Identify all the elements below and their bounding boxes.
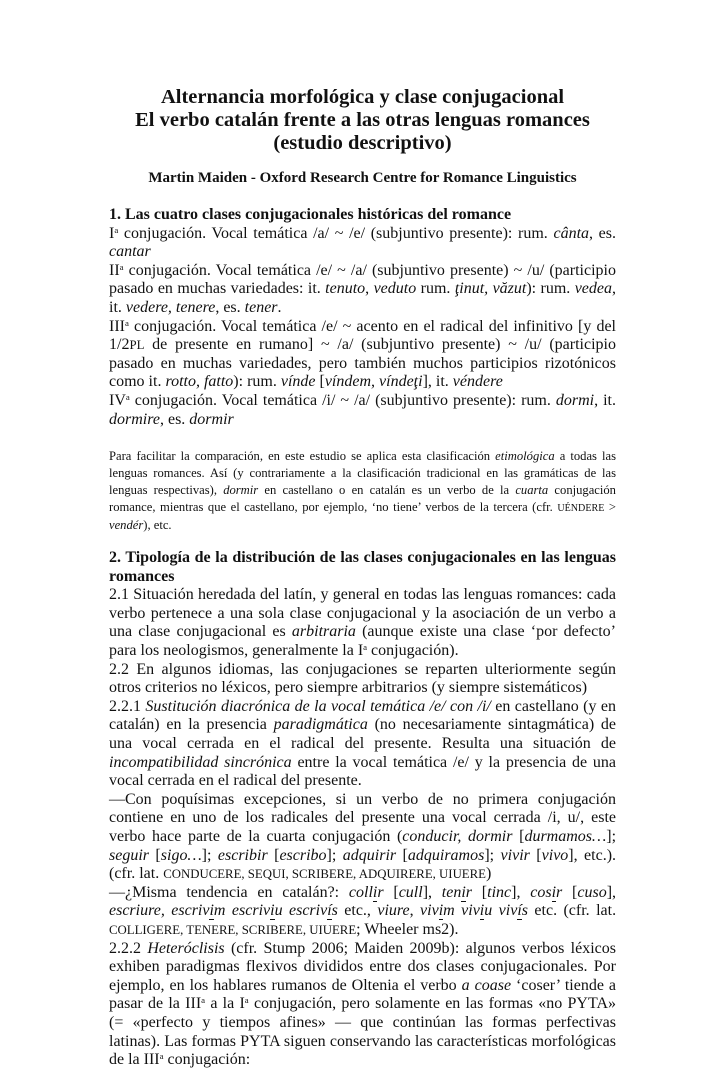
exceptions-paragraph: —Con poquísimas excepciones, si un verbo de no primera conjugación contiene en uno de los radicales del presente una vocal cerrada /i, u/, este verbo hace parte de la cuarta conjugación (conducir, dormir [durmamos…]; seguir [sigo…]; escribir [escribo]; adquirir [adquiramos]; vivir [vivo], etc.). (cfr. lat. CONDUCERE, SEQUI, SCRIBERE, ADQUIRERE, UIUERE) xyxy=(109,790,617,883)
title-line-1: Alternancia morfológica y clase conjugacional xyxy=(160,86,565,108)
catalan-tendency-paragraph: —¿Misma tendencia en catalán?: collir [cull], tenir [tinc], cosir [cuso], escriure, escrivim escriviu escrivís etc., viure, vivim viviu vivís etc. (cfr. lat. COLLIGERE, TENERE, SCRIBERE, UIUERE; Wheeler ms2). xyxy=(109,883,617,938)
paragraph-2-2-1: 2.2.1 Sustitución diacrónica de la vocal temática /e/ con /i/ en castellano (y en catalán) en la presencia paradigmática (no necesariamente sintagmática) de una vocal cerrada en el radical del presente. Resulta una situación de incompatibilidad sincrónica entre la vocal temática /e/ y la presencia de una vocal cerrada en el radical del presente. xyxy=(109,697,617,790)
section-1-heading: 1. Las cuatro clases conjugacionales históricas del romance xyxy=(109,206,512,223)
title-line-3: (estudio descriptivo) xyxy=(273,132,452,154)
paragraph-2-2-2: 2.2.2 Heteróclisis (cfr. Stump 2006; Maiden 2009b): algunos verbos léxicos exhiben paradigmas flexivos divididos entre dos clases conjugacionales. Por ejemplo, en los hablares rumanos de Oltenia el verbo a coase ‘coser’ tiende a pasar de la III$^a$ a la $I^a$ conjugación, pero solamente en las formas «no PYTA» (= «perfecto y tiempos afines» — que continúan las formas perfectivas latinas). Las formas PYTA siguen conservando las características morfológicas de la III$^a$ conjugación: xyxy=(109,939,617,1069)
conjugation-1-paragraph: $I^a$ conjugación. Vocal temática /a/ ~ /e/ (subjuntivo presente): rum. cânta, es. cantar xyxy=(109,224,617,261)
classification-note: Para facilitar la comparación, en este estudio se aplica esta clasificación etimológica a todas las lenguas romances. Así (y contrariamente a la clasificación tradicional en las gramáticas de las lenguas respectivas), dormir en castellano o en catalán es un verbo de la cuarta conjugación romance, mientras que el castellano, por ejemplo, ‘no tiene’ verbos de la tercera (cfr. UÉNDERE > vendér), etc. xyxy=(109,449,617,533)
conjugation-4-paragraph: $IV^a$ conjugación. Vocal temática /i/ ~ /a/ (subjuntivo presente): rum. dormi, it. dormire, es. dormir xyxy=(109,391,616,428)
paragraph-2-2: 2.2 En algunos idiomas, las conjugaciones se reparten ulteriormente según otros criterios no léxicos, pero siempre arbitrarios (y siempre sistemáticos) xyxy=(109,660,616,697)
document-title xyxy=(109,86,616,155)
document-page xyxy=(109,86,616,1070)
author-line: Martin Maiden - Oxford Research Centre for Romance Linguistics xyxy=(148,170,577,186)
conjugation-3-paragraph: III$^a$ conjugación. Vocal temática /e/ ~ acento en el radical del infinitivo [y del 1/2PL de presente en rumano] ~ /a/ (subjuntivo presente) ~ /u/ (participio pasado en muchas variedades, pero también muchos participios rizotónicos como it. rotto, fatto): rum. vínde [víndem, víndeţi], it. véndere xyxy=(109,317,616,391)
section-2-heading: 2. Tipología de la distribución de las clases conjugacionales en las lenguas romances xyxy=(109,549,616,585)
conjugation-2-paragraph: $II^a$ conjugación. Vocal temática /e/ ~ /a/ (subjuntivo presente) ~ /u/ (participio pasado en muchas variedades: it. tenuto, veduto rum. ţinut, văzut): rum. vedea, it. vedere, tenere, es. tener. xyxy=(109,261,617,316)
paragraph-2-1: 2.1 Situación heredada del latín, y general en todas las lenguas romances: cada verbo pertenece a una sola clase conjugacional y la asociación de un verbo a una clase conjugacional es arbitraria (aunque existe una clase ‘por defecto’ para los neologismos, generalmente la $I^a$ conjugación). xyxy=(109,586,616,660)
title-line-2: El verbo catalán frente a las otras lenguas romances xyxy=(135,109,590,131)
